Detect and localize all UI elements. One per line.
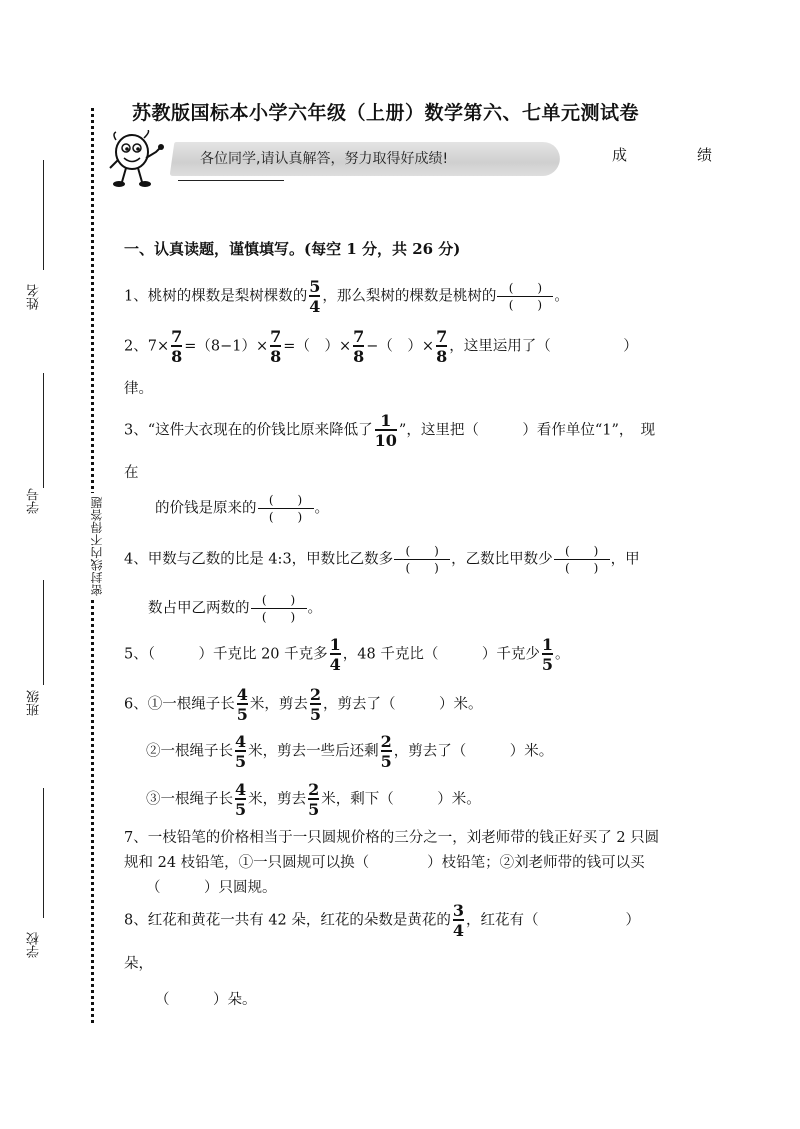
school-label: 学校 <box>27 932 42 958</box>
question-7-line-1: 7、一枝铅笔的价格相当于一只圆规价格的三分之一，刘老师带的钱正好买了 2 只圆 <box>124 830 660 846</box>
question-8-wrap: 朵， <box>124 956 153 972</box>
page-title: 苏教版国标本小学六年级（上册）数学第六、七单元测试卷 <box>132 102 640 124</box>
name-line <box>43 160 44 270</box>
question-2-continued: 律。 <box>124 381 153 397</box>
mascot-icon <box>104 130 174 192</box>
student-number-label: 学号 <box>27 488 42 514</box>
fraction: $\frac{2}{5}$ <box>380 732 392 771</box>
answer-blank-fraction[interactable]: ( ) ( ) <box>497 280 553 313</box>
score-label-char1: 成 <box>612 146 628 164</box>
fraction: $\frac{7}{8}$ <box>353 327 365 366</box>
fraction: $\frac{4}{5}$ <box>236 685 248 724</box>
answer-blank-fraction[interactable]: ( ) ( ) <box>554 543 610 576</box>
question-8-continued: （ ）朵。 <box>155 992 257 1008</box>
fraction: $\frac{2}{5}$ <box>308 780 320 819</box>
answer-blank-fraction[interactable]: ( ) ( ) <box>258 492 314 525</box>
fraction: $\frac{7}{8}$ <box>270 327 282 366</box>
seal-warning-text: 密封线内不得答题 <box>88 493 105 599</box>
school-line <box>43 788 44 918</box>
fraction: $\frac{1}{5}$ <box>541 635 553 674</box>
answer-blank-fraction[interactable]: ( ) ( ) <box>251 592 307 625</box>
question-2: 2、7× $\frac{7}{8}$ =（8−1）× $\frac{7}{8}$ =（ ）× $\frac{7}{8}$ −（ ）× $\frac{7}{8}$ ，这里运用了（ ） <box>124 327 638 366</box>
question-3: 3、“这件大衣现在的价钱比原来降低了 $\frac{1}{10}$ ”，这里把（ ）看作单位“1”， 现 <box>124 411 656 450</box>
fraction: $\frac{3}{4}$ <box>452 901 465 940</box>
encouragement-banner: 各位同学,请认真解答，努力取得好成绩! <box>200 151 449 167</box>
question-4-continued: 数占甲乙两数的 ( ) ( ) 。 <box>148 593 322 624</box>
fraction: $\frac{2}{5}$ <box>309 685 322 724</box>
score-label-char2: 绩 <box>697 146 713 164</box>
question-6-part-1: 6、①一根绳子长 $\frac{4}{5}$ 米，剪去 $\frac{2}{5}$ ，剪去了（ ）米。 <box>124 685 483 724</box>
question-7-line-2: 规和 24 枝铅笔，①一只圆规可以换（ ）枝铅笔；②刘老师带的钱可以买 <box>124 855 645 871</box>
question-6-part-2: ②一根绳子长 $\frac{4}{5}$ 米，剪去一些后还剩 $\frac{2}{5}$ ，剪去了（ ）米。 <box>146 732 554 771</box>
fraction: $\frac{5}{4}$ <box>309 277 321 316</box>
section-title: 一、认真读题，谨慎填写。(每空 1 分，共 26 分) <box>124 240 461 258</box>
name-label: 姓名 <box>27 284 42 310</box>
question-7-line-3: （ ）只圆规。 <box>146 880 277 896</box>
question-1: 1、桃树的棵数是梨树棵数的 $\frac{5}{4}$ ，那么梨树的棵数是桃树的 ( ) ( ) 。 <box>124 277 569 316</box>
student-number-line <box>43 373 44 488</box>
question-5: 5、（ ）千克比 20 千克多 $\frac{1}{4}$ ，48 千克比（ ）千克少 $\frac{1}{5}$ 。 <box>124 635 570 674</box>
class-label: 班级 <box>27 690 42 716</box>
fraction: $\frac{1}{10}$ <box>374 411 397 450</box>
class-line <box>43 580 44 685</box>
score-underline <box>178 180 284 181</box>
fraction: $\frac{1}{4}$ <box>329 635 341 674</box>
question-3-continued: 的价钱是原来的 ( ) ( ) 。 <box>155 493 329 524</box>
answer-blank-fraction[interactable]: ( ) ( ) <box>394 543 450 576</box>
fraction: $\frac{7}{8}$ <box>171 327 183 366</box>
fraction: $\frac{4}{5}$ <box>235 732 247 771</box>
question-3-wrap: 在 <box>124 465 139 481</box>
question-6-part-3: ③一根绳子长 $\frac{4}{5}$ 米，剪去 $\frac{2}{5}$ 米，剩下（ ）米。 <box>146 780 481 819</box>
fraction: $\frac{7}{8}$ <box>436 327 448 366</box>
fraction: $\frac{4}{5}$ <box>235 780 247 819</box>
question-8: 8、红花和黄花一共有 42 朵，红花的朵数是黄花的 $\frac{3}{4}$ ，红花有（ ） <box>124 901 641 940</box>
question-4: 4、甲数与乙数的比是 4:3，甲数比乙数多 ( ) ( ) ，乙数比甲数少 ( ) ( ) ，甲 <box>124 544 640 575</box>
